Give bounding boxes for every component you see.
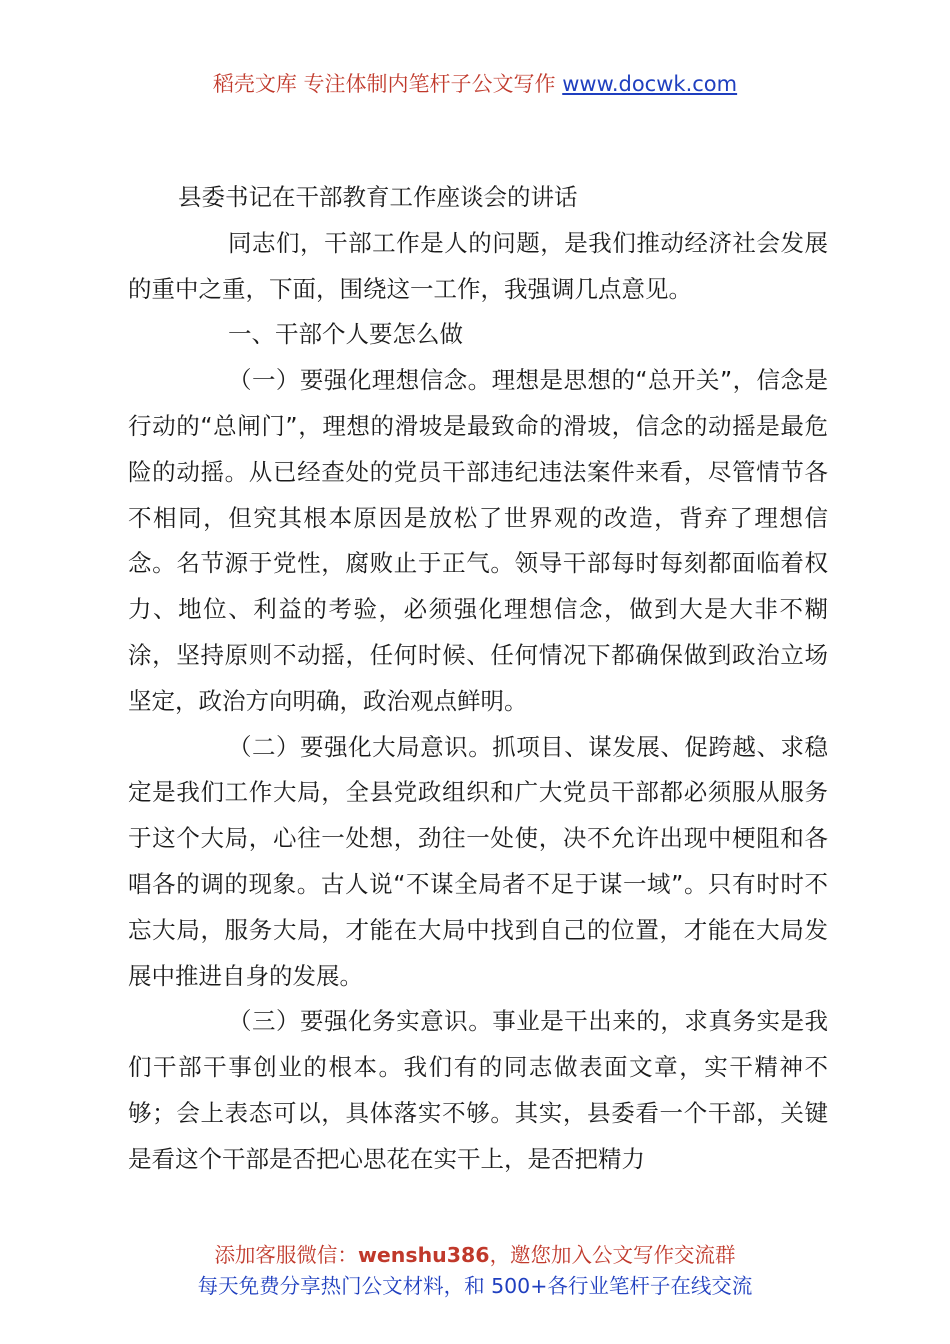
header-brand: 稻壳文库 专注体制内笔杆子公文写作 [212,72,563,96]
footer-wechat-id: wenshu386 [357,1243,490,1267]
footer-contact-prefix: 添加客服微信： [214,1243,358,1267]
paragraph-point-1: （一）要强化理想信念。理想是思想的“总开关”，信念是行动的“总闸门”，理想的滑坡是最致命的滑坡，信念的动摇是最危险的动摇。从已经查处的党员干部违纪违法案件来看，尽管情节各不相同，但究其根本原因是放松了世界观的改造，背弃了理想信念。名节源于党性，腐败止于正气。领导干部每时每刻都面临着权力、地位、利益的考验，必须强化理想信念，做到大是大非不糊涂，坚持原则不动摇，任何时候、任何情况下都确保做到政治立场坚定，政治方向明确，政治观点鲜明。 [128,366,828,715]
site-footer [0,1240,950,1302]
paragraph-intro: 同志们，干部工作是人的问题，是我们推动经济社会发展的重中之重，下面，围绕这一工作，我强调几点意见。 [128,228,828,303]
paragraph-point-3: （三）要强化务实意识。事业是干出来的，求真务实是我们干部干事创业的根本。我们有的同志做表面文章，实干精神不够；会上表态可以，具体落实不够。其实，县委看一个干部，关键是看这个干部是否把心思花在实干上，是否把精力 [128,1007,828,1173]
document-body [128,175,828,1183]
header-url-link[interactable]: www.docwk.com [562,72,738,96]
footer-contact-line [0,1240,950,1271]
document-title: 县委书记在干部教育工作座谈会的讲话 [178,183,578,211]
footer-promo-line: 每天免费分享热门公文材料，和 500+各行业笔杆子在线交流 [197,1274,753,1298]
footer-contact-suffix: ，邀您加入公文写作交流群 [489,1243,736,1267]
paragraph-point-2: （二）要强化大局意识。抓项目、谋发展、促跨越、求稳定是我们工作大局，全县党政组织和广大党员干部都必须服从服务于这个大局，心往一处想，劲往一处使，决不允许出现中梗阻和各唱各的调的现象。古人说“不谋全局者不足于谋一域”。只有时时不忘大局，服务大局，才能在大局中找到自己的位置，才能在大局发展中推进自身的发展。 [128,732,828,990]
section-heading-1: 一、干部个人要怎么做 [228,320,463,349]
site-header [0,68,950,100]
